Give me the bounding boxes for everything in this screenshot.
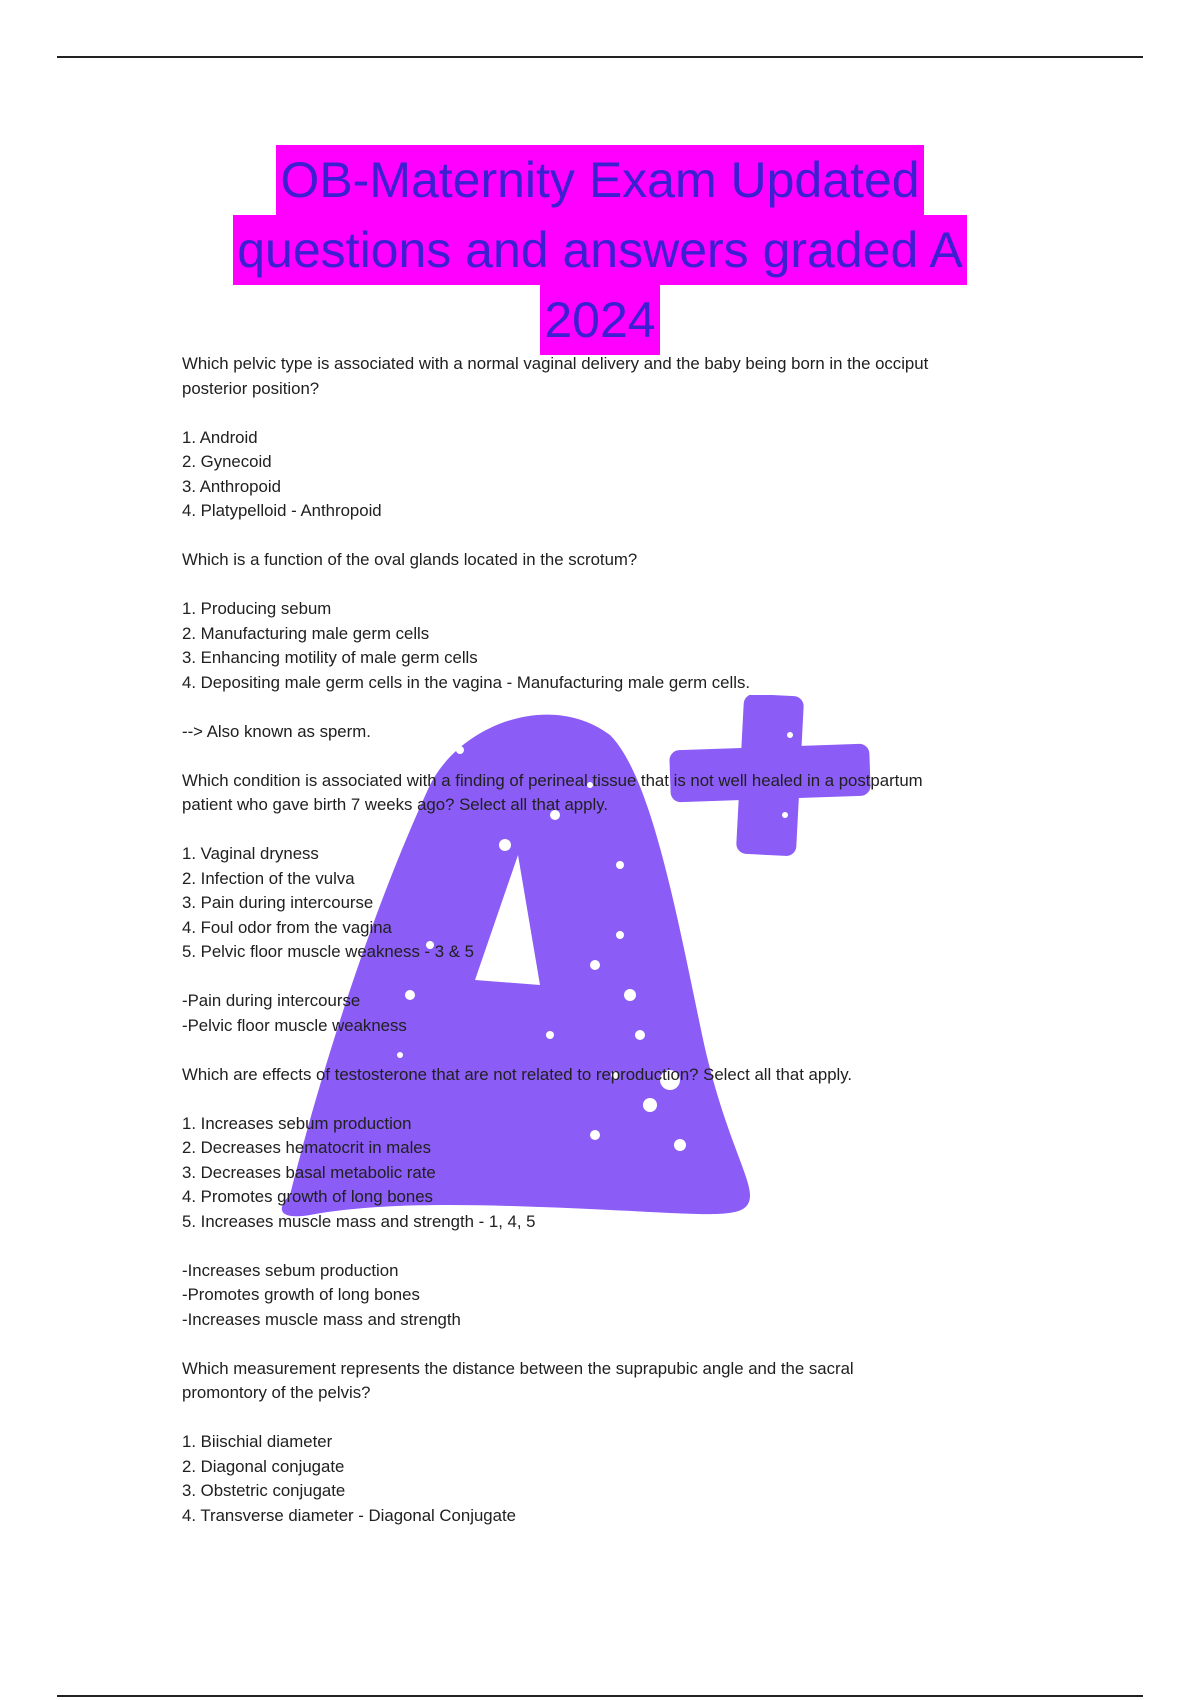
text-line: Which pelvic type is associated with a normal vaginal delivery and the baby being born in the occiput bbox=[182, 354, 929, 373]
paragraph-gap bbox=[182, 1087, 1022, 1112]
title-line: questions and answers graded A bbox=[233, 215, 967, 285]
paragraph-gap bbox=[182, 1332, 1022, 1357]
text-line: 1. Increases sebum production bbox=[182, 1113, 412, 1133]
text-line: Which condition is associated with a finding of perineal tissue that is not well healed in a postpartum bbox=[182, 770, 923, 790]
title-line: OB-Maternity Exam Updated bbox=[276, 145, 923, 215]
text-line: 2. Diagonal conjugate bbox=[182, 1456, 345, 1476]
text-line: 2. Decreases hematocrit in males bbox=[182, 1138, 432, 1157]
text-line: --> Also known as sperm. bbox=[182, 721, 371, 741]
paragraph-gap bbox=[182, 524, 1022, 549]
text-line: Which are effects of testosterone that are not related to reproduction? Select all that apply. bbox=[182, 1064, 853, 1084]
text-line: 2. Infection of the vulva bbox=[182, 868, 355, 888]
paragraph-gap bbox=[182, 1234, 1022, 1259]
text-line: -Pain during intercourse bbox=[182, 991, 361, 1010]
paragraph-gap bbox=[182, 1406, 1022, 1431]
text-line: 4. Promotes growth of long bones bbox=[182, 1187, 433, 1206]
question-list bbox=[182, 352, 1022, 1528]
text-line: 5. Pelvic floor muscle weakness - 3 & 5 bbox=[182, 942, 474, 961]
paragraph-gap bbox=[182, 965, 1022, 990]
text-line: 4. Platypelloid - Anthropoid bbox=[182, 501, 382, 520]
text-line: 5. Increases muscle mass and strength - 1, 4, 5 bbox=[182, 1211, 536, 1231]
text-line: 1. Android bbox=[182, 427, 258, 447]
text-line: 3. Pain during intercourse bbox=[182, 893, 374, 912]
top-rule bbox=[57, 56, 1143, 58]
text-line: 1. Biischial diameter bbox=[182, 1432, 333, 1451]
paragraph-gap bbox=[182, 401, 1022, 426]
title-line: 2024 bbox=[540, 285, 659, 355]
text-line: 3. Decreases basal metabolic rate bbox=[182, 1162, 436, 1182]
text-line: 2. Gynecoid bbox=[182, 452, 272, 471]
text-line: 2. Manufacturing male germ cells bbox=[182, 623, 430, 643]
paragraph-gap bbox=[182, 695, 1022, 720]
text-line: 3. Enhancing motility of male germ cells bbox=[182, 648, 478, 667]
bottom-rule bbox=[57, 1695, 1143, 1697]
text-line: 1. Producing sebum bbox=[182, 599, 332, 618]
text-line: -Pelvic floor muscle weakness bbox=[182, 1015, 407, 1035]
text-line: -Increases sebum production bbox=[182, 1260, 399, 1280]
text-line: 4. Depositing male germ cells in the vagina - Manufacturing male germ cells. bbox=[182, 672, 751, 692]
text-line: 3. Anthropoid bbox=[182, 476, 281, 496]
paragraph-gap bbox=[182, 744, 1022, 769]
text-line: 4. Foul odor from the vagina bbox=[182, 917, 392, 937]
text-line: Which measurement represents the distance between the suprapubic angle and the sacral bbox=[182, 1358, 854, 1378]
paragraph-gap bbox=[182, 1038, 1022, 1063]
text-line: Which is a function of the oval glands located in the scrotum? bbox=[182, 550, 638, 569]
text-line: -Increases muscle mass and strength bbox=[182, 1309, 461, 1329]
paragraph-gap bbox=[182, 818, 1022, 843]
text-line: promontory of the pelvis? bbox=[182, 1383, 371, 1402]
text-line: 3. Obstetric conjugate bbox=[182, 1481, 346, 1500]
paragraph-gap bbox=[182, 573, 1022, 598]
text-line: 1. Vaginal dryness bbox=[182, 844, 319, 863]
text-line: posterior position? bbox=[182, 378, 320, 398]
text-line: -Promotes growth of long bones bbox=[182, 1285, 420, 1304]
text-line: patient who gave birth 7 weeks ago? Select all that apply. bbox=[182, 795, 609, 814]
document-title bbox=[180, 145, 1020, 355]
text-line: 4. Transverse diameter - Diagonal Conjugate bbox=[182, 1505, 516, 1525]
